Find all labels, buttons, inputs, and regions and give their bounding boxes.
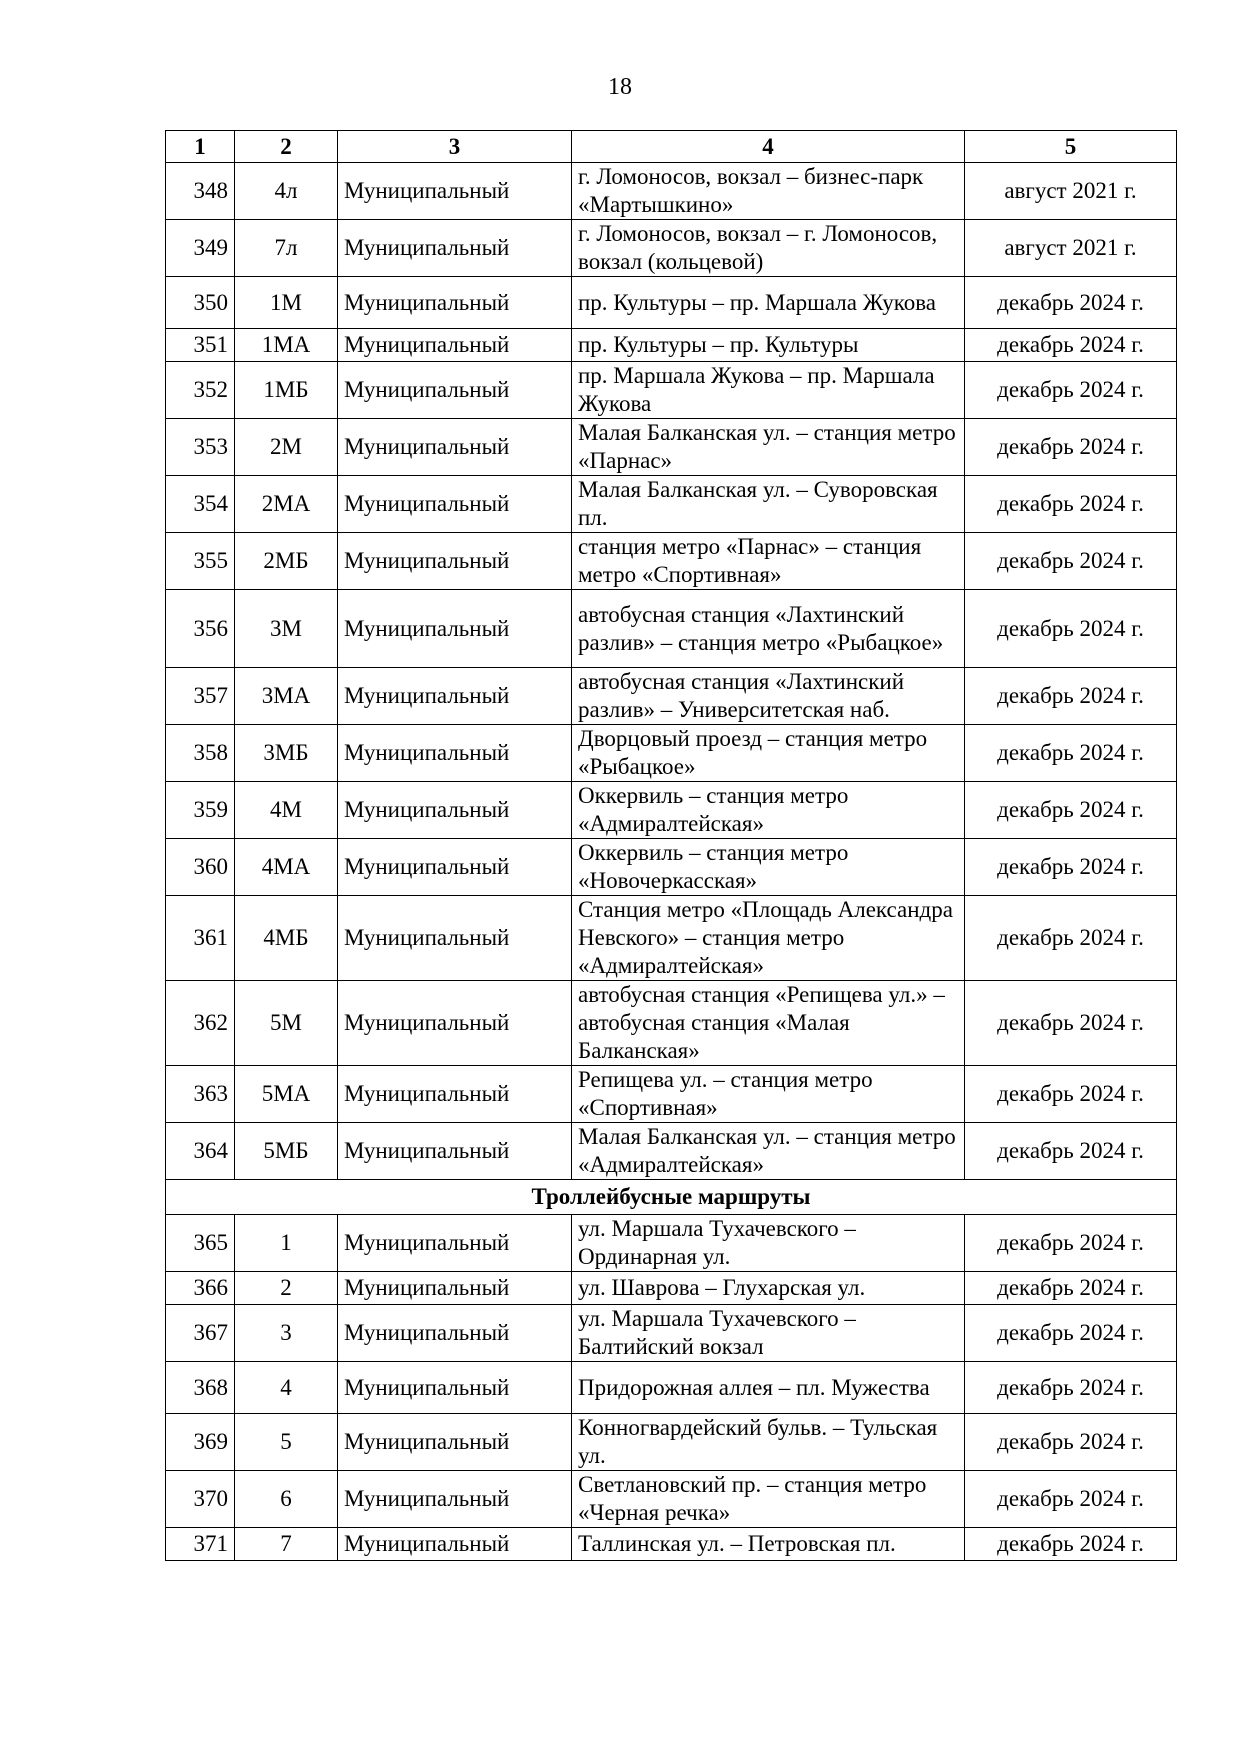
- table-row: [166, 1414, 1177, 1471]
- date-cell: декабрь 2024 г.: [965, 1414, 1177, 1471]
- row-number-cell: 349: [166, 220, 235, 277]
- row-number-cell: 369: [166, 1414, 235, 1471]
- route-description-cell: г. Ломоносов, вокзал – г. Ломоносов, вокзал (кольцевой): [572, 220, 965, 277]
- route-number-cell: 5МА: [235, 1066, 338, 1123]
- route-type-cell: Муниципальный: [338, 590, 572, 668]
- route-type-cell: Муниципальный: [338, 782, 572, 839]
- route-description-cell: Малая Балканская ул. – Суворовская пл.: [572, 476, 965, 533]
- route-number-cell: 7л: [235, 220, 338, 277]
- table-row: [166, 1305, 1177, 1362]
- row-number-cell: 355: [166, 533, 235, 590]
- date-cell: декабрь 2024 г.: [965, 362, 1177, 419]
- route-type-cell: Муниципальный: [338, 419, 572, 476]
- route-description-cell: Репищева ул. – станция метро «Спортивная»: [572, 1066, 965, 1123]
- table-row: [166, 668, 1177, 725]
- route-description-cell: Таллинская ул. – Петровская пл.: [572, 1528, 965, 1561]
- date-cell: декабрь 2024 г.: [965, 1215, 1177, 1272]
- table-row: [166, 362, 1177, 419]
- table-row: [166, 1272, 1177, 1305]
- row-number-cell: 367: [166, 1305, 235, 1362]
- route-description-cell: пр. Маршала Жукова – пр. Маршала Жукова: [572, 362, 965, 419]
- row-number-cell: 359: [166, 782, 235, 839]
- row-number-cell: 361: [166, 896, 235, 981]
- date-cell: декабрь 2024 г.: [965, 277, 1177, 329]
- route-description-cell: Светлановский пр. – станция метро «Черная речка»: [572, 1471, 965, 1528]
- table-row: [166, 1362, 1177, 1414]
- route-description-cell: Придорожная аллея – пл. Мужества: [572, 1362, 965, 1414]
- date-cell: декабрь 2024 г.: [965, 533, 1177, 590]
- route-number-cell: 6: [235, 1471, 338, 1528]
- route-type-cell: Муниципальный: [338, 533, 572, 590]
- table-row: [166, 896, 1177, 981]
- table-row: [166, 277, 1177, 329]
- route-number-cell: 2: [235, 1272, 338, 1305]
- table-row: [166, 590, 1177, 668]
- route-description-cell: Малая Балканская ул. – станция метро «Адмиралтейская»: [572, 1123, 965, 1180]
- row-number-cell: 360: [166, 839, 235, 896]
- route-type-cell: Муниципальный: [338, 329, 572, 362]
- route-description-cell: ул. Маршала Тухачевского – Ординарная ул.: [572, 1215, 965, 1272]
- route-description-cell: пр. Культуры – пр. Культуры: [572, 329, 965, 362]
- route-number-cell: 2МА: [235, 476, 338, 533]
- date-cell: декабрь 2024 г.: [965, 1305, 1177, 1362]
- table-row: [166, 1215, 1177, 1272]
- route-number-cell: 1МБ: [235, 362, 338, 419]
- route-type-cell: Муниципальный: [338, 1528, 572, 1561]
- table-header: [166, 131, 1177, 163]
- route-number-cell: 5М: [235, 981, 338, 1066]
- route-number-cell: 4М: [235, 782, 338, 839]
- row-number-cell: 364: [166, 1123, 235, 1180]
- route-type-cell: Муниципальный: [338, 839, 572, 896]
- route-type-cell: Муниципальный: [338, 1414, 572, 1471]
- route-number-cell: 1: [235, 1215, 338, 1272]
- row-number-cell: 354: [166, 476, 235, 533]
- route-number-cell: 3: [235, 1305, 338, 1362]
- row-number-cell: 370: [166, 1471, 235, 1528]
- row-number-cell: 371: [166, 1528, 235, 1561]
- route-number-cell: 2МБ: [235, 533, 338, 590]
- date-cell: декабрь 2024 г.: [965, 329, 1177, 362]
- route-type-cell: Муниципальный: [338, 362, 572, 419]
- row-number-cell: 356: [166, 590, 235, 668]
- header-cell-1: 1: [166, 131, 235, 163]
- route-description-cell: Оккервиль – станция метро «Адмиралтейская»: [572, 782, 965, 839]
- date-cell: декабрь 2024 г.: [965, 419, 1177, 476]
- date-cell: декабрь 2024 г.: [965, 896, 1177, 981]
- table-row: [166, 839, 1177, 896]
- date-cell: декабрь 2024 г.: [965, 782, 1177, 839]
- route-type-cell: Муниципальный: [338, 668, 572, 725]
- route-type-cell: Муниципальный: [338, 1066, 572, 1123]
- table-row: [166, 1123, 1177, 1180]
- route-number-cell: 7: [235, 1528, 338, 1561]
- row-number-cell: 351: [166, 329, 235, 362]
- route-description-cell: Малая Балканская ул. – станция метро «Парнас»: [572, 419, 965, 476]
- table-row: [166, 163, 1177, 220]
- date-cell: август 2021 г.: [965, 220, 1177, 277]
- route-description-cell: Конногвардейский бульв. – Тульская ул.: [572, 1414, 965, 1471]
- table-row: [166, 476, 1177, 533]
- row-number-cell: 358: [166, 725, 235, 782]
- table-row: [166, 419, 1177, 476]
- row-number-cell: 350: [166, 277, 235, 329]
- route-description-cell: Оккервиль – станция метро «Новочеркасская»: [572, 839, 965, 896]
- header-cell-5: 5: [965, 131, 1177, 163]
- page-number: 18: [608, 74, 632, 100]
- route-description-cell: Станция метро «Площадь Александра Невского» – станция метро «Адмиралтейская»: [572, 896, 965, 981]
- table-row: [166, 725, 1177, 782]
- table-row: [166, 220, 1177, 277]
- route-number-cell: 3МБ: [235, 725, 338, 782]
- table-row: [166, 981, 1177, 1066]
- date-cell: декабрь 2024 г.: [965, 476, 1177, 533]
- date-cell: декабрь 2024 г.: [965, 1362, 1177, 1414]
- row-number-cell: 357: [166, 668, 235, 725]
- row-number-cell: 348: [166, 163, 235, 220]
- row-number-cell: 352: [166, 362, 235, 419]
- date-cell: декабрь 2024 г.: [965, 1123, 1177, 1180]
- route-description-cell: г. Ломоносов, вокзал – бизнес-парк «Мартышкино»: [572, 163, 965, 220]
- route-type-cell: Муниципальный: [338, 981, 572, 1066]
- table-row: [166, 329, 1177, 362]
- route-description-cell: ул. Шаврова – Глухарская ул.: [572, 1272, 965, 1305]
- route-description-cell: ул. Маршала Тухачевского – Балтийский вокзал: [572, 1305, 965, 1362]
- route-type-cell: Муниципальный: [338, 1362, 572, 1414]
- row-number-cell: 366: [166, 1272, 235, 1305]
- route-number-cell: 4МБ: [235, 896, 338, 981]
- row-number-cell: 362: [166, 981, 235, 1066]
- route-type-cell: Муниципальный: [338, 1215, 572, 1272]
- route-number-cell: 1МА: [235, 329, 338, 362]
- route-type-cell: Муниципальный: [338, 220, 572, 277]
- route-number-cell: 2М: [235, 419, 338, 476]
- route-number-cell: 1М: [235, 277, 338, 329]
- route-description-cell: автобусная станция «Репищева ул.» – автобусная станция «Малая Балканская»: [572, 981, 965, 1066]
- route-type-cell: Муниципальный: [338, 896, 572, 981]
- date-cell: август 2021 г.: [965, 163, 1177, 220]
- date-cell: декабрь 2024 г.: [965, 590, 1177, 668]
- section-title: Троллейбусные маршруты: [166, 1180, 1177, 1215]
- header-cell-2: 2: [235, 131, 338, 163]
- route-number-cell: 4: [235, 1362, 338, 1414]
- route-number-cell: 5МБ: [235, 1123, 338, 1180]
- route-description-cell: пр. Культуры – пр. Маршала Жукова: [572, 277, 965, 329]
- date-cell: декабрь 2024 г.: [965, 668, 1177, 725]
- route-type-cell: Муниципальный: [338, 476, 572, 533]
- date-cell: декабрь 2024 г.: [965, 1066, 1177, 1123]
- table-row: [166, 1066, 1177, 1123]
- section-row: [166, 1180, 1177, 1215]
- row-number-cell: 353: [166, 419, 235, 476]
- route-type-cell: Муниципальный: [338, 1471, 572, 1528]
- route-description-cell: Дворцовый проезд – станция метро «Рыбацкое»: [572, 725, 965, 782]
- table-row: [166, 1471, 1177, 1528]
- date-cell: декабрь 2024 г.: [965, 839, 1177, 896]
- route-number-cell: 4МА: [235, 839, 338, 896]
- routes-table: [165, 130, 1177, 1561]
- date-cell: декабрь 2024 г.: [965, 1272, 1177, 1305]
- date-cell: декабрь 2024 г.: [965, 1471, 1177, 1528]
- date-cell: декабрь 2024 г.: [965, 1528, 1177, 1561]
- route-description-cell: автобусная станция «Лахтинский разлив» – Университетская наб.: [572, 668, 965, 725]
- route-description-cell: станция метро «Парнас» – станция метро «Спортивная»: [572, 533, 965, 590]
- header-cell-3: 3: [338, 131, 572, 163]
- route-number-cell: 3МА: [235, 668, 338, 725]
- header-cell-4: 4: [572, 131, 965, 163]
- table-row: [166, 782, 1177, 839]
- route-number-cell: 3М: [235, 590, 338, 668]
- route-number-cell: 4л: [235, 163, 338, 220]
- row-number-cell: 363: [166, 1066, 235, 1123]
- table-row: [166, 1528, 1177, 1561]
- date-cell: декабрь 2024 г.: [965, 725, 1177, 782]
- route-type-cell: Муниципальный: [338, 1305, 572, 1362]
- route-type-cell: Муниципальный: [338, 725, 572, 782]
- route-type-cell: Муниципальный: [338, 1272, 572, 1305]
- route-number-cell: 5: [235, 1414, 338, 1471]
- route-description-cell: автобусная станция «Лахтинский разлив» – станция метро «Рыбацкое»: [572, 590, 965, 668]
- route-type-cell: Муниципальный: [338, 163, 572, 220]
- route-type-cell: Муниципальный: [338, 277, 572, 329]
- table-body: [166, 163, 1177, 1561]
- header-row: [166, 131, 1177, 163]
- route-type-cell: Муниципальный: [338, 1123, 572, 1180]
- table-row: [166, 533, 1177, 590]
- row-number-cell: 368: [166, 1362, 235, 1414]
- date-cell: декабрь 2024 г.: [965, 981, 1177, 1066]
- row-number-cell: 365: [166, 1215, 235, 1272]
